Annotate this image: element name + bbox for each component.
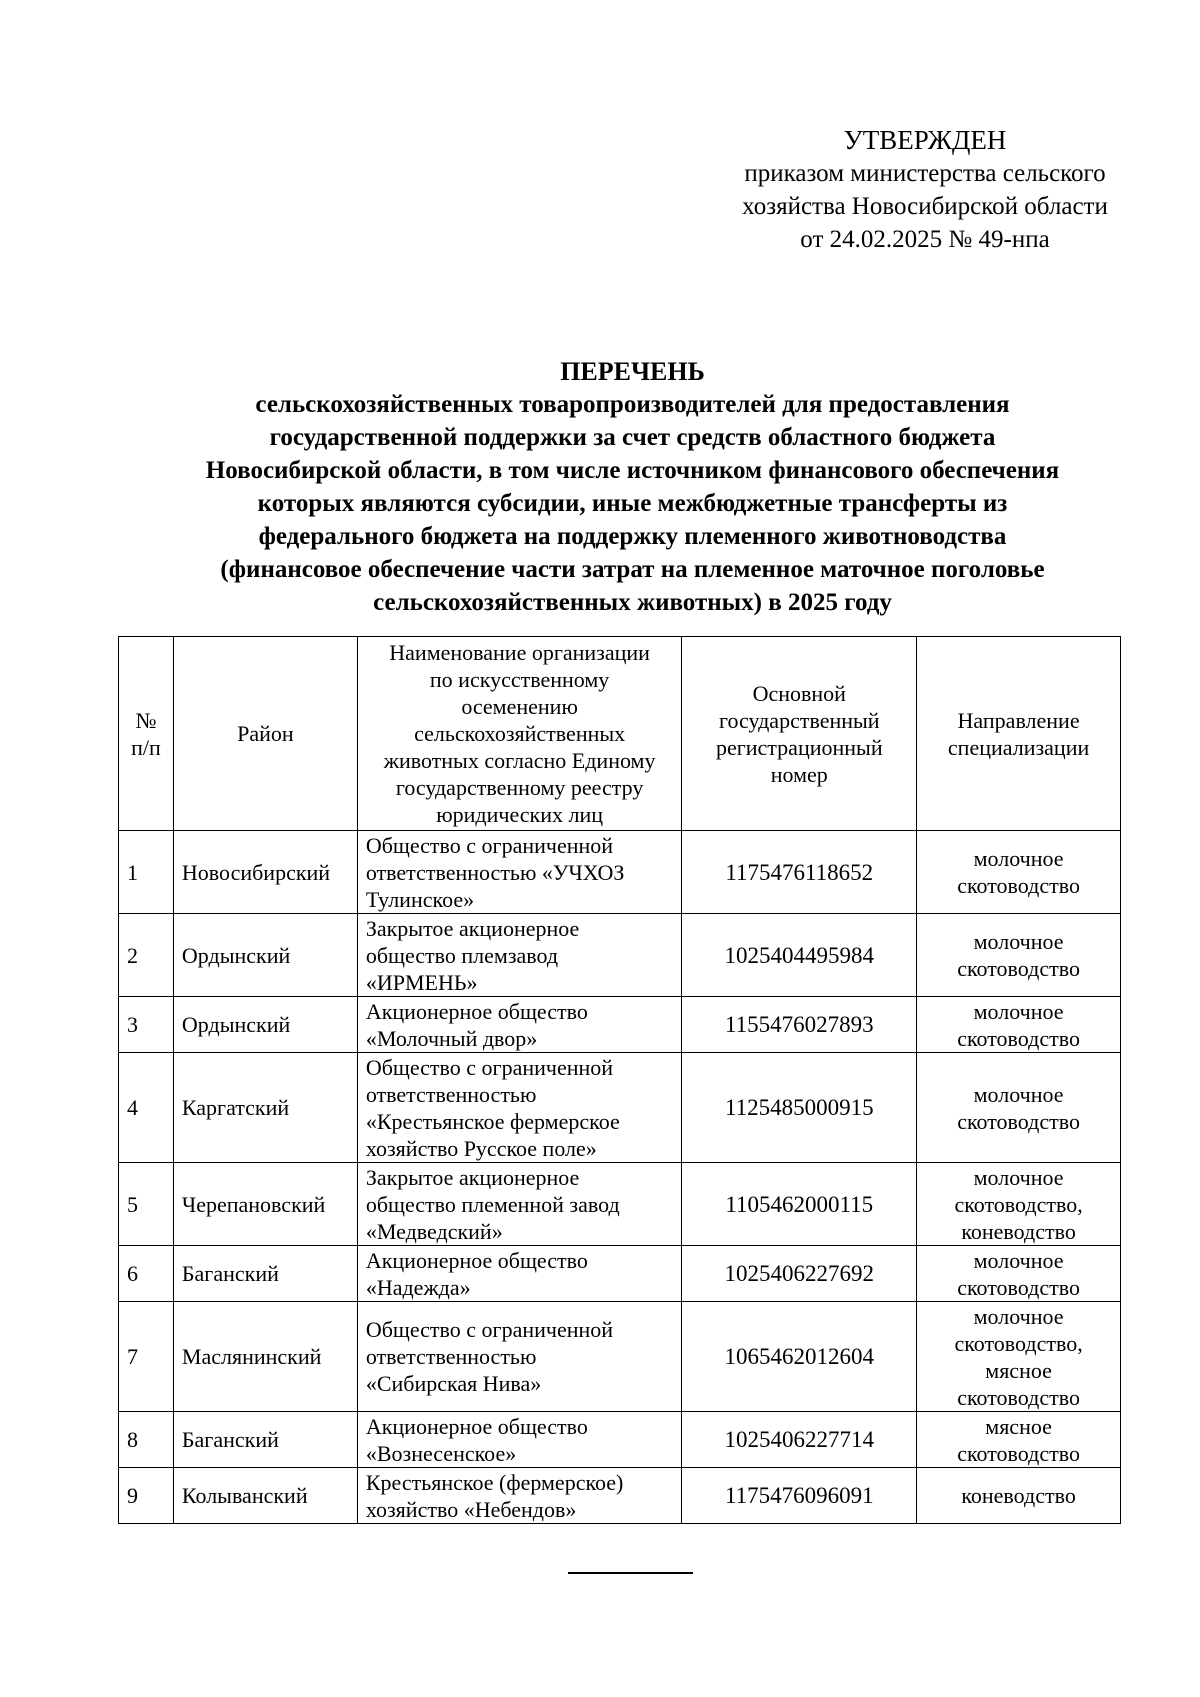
org-line: «Сибирская Нива»	[365, 1371, 542, 1396]
spec-line: скотоводство	[957, 1274, 1080, 1300]
spec-line: скотоводство,	[954, 1330, 1083, 1356]
title-line: сельскохозяйственных животных) в 2025 году	[373, 589, 892, 616]
header-district: Район	[173, 637, 357, 831]
spec-line: коневодство	[961, 1218, 1076, 1244]
spec-line: мясное	[985, 1357, 1052, 1383]
spec-line: молочное	[973, 998, 1064, 1024]
header-org-line: животных согласно Единому	[383, 748, 656, 773]
title-line: государственной поддержки за счет средств областного бюджета	[269, 424, 996, 451]
org-line: Акционерное общество	[365, 1247, 588, 1273]
header-org-line: по искусственному	[429, 667, 610, 692]
spec-line: скотоводство	[957, 873, 1080, 898]
cell-organization	[357, 1053, 682, 1163]
title-line: Новосибирской области, в том числе источником финансового обеспечения	[205, 457, 1060, 484]
table-row	[119, 1302, 1121, 1412]
org-line: Крестьянское (фермерское)	[365, 1469, 624, 1495]
table-row	[119, 831, 1121, 914]
org-line: Тулинское»	[365, 886, 475, 912]
header-organization	[357, 637, 682, 831]
table-row	[119, 1412, 1121, 1468]
spec-line: мясное	[985, 1413, 1052, 1439]
header-spec-line: специализации	[947, 734, 1090, 760]
cell-district: Ордынский	[173, 997, 357, 1053]
cell-num: 8	[119, 1412, 174, 1468]
org-line: общество племенной завод	[365, 1191, 620, 1217]
spec-line: коневодство	[961, 1483, 1076, 1508]
cell-ogrn: 1175476118652	[682, 831, 917, 914]
header-ogrn	[682, 637, 917, 831]
header-num	[119, 637, 174, 831]
header-num-line: п/п	[131, 734, 161, 760]
spec-line: молочное	[973, 846, 1064, 871]
org-line: Акционерное общество	[365, 1413, 588, 1439]
cell-specialization	[917, 1053, 1121, 1163]
approval-block	[690, 124, 1160, 256]
cell-specialization	[917, 1468, 1121, 1524]
org-line: «Медведский»	[365, 1218, 503, 1244]
org-line: общество племзавод	[365, 942, 559, 968]
cell-organization	[357, 997, 682, 1053]
cell-num: 5	[119, 1163, 174, 1246]
cell-num: 6	[119, 1246, 174, 1302]
cell-specialization	[917, 831, 1121, 914]
org-line: Закрытое акционерное	[365, 915, 580, 941]
org-line: «Молочный двор»	[365, 1025, 538, 1051]
cell-num: 7	[119, 1302, 174, 1412]
org-line: Общество с ограниченной	[365, 1317, 614, 1342]
cell-specialization	[917, 997, 1121, 1053]
cell-district: Новосибирский	[173, 831, 357, 914]
org-line: Закрытое акционерное	[365, 1164, 580, 1190]
cell-ogrn: 1025404495984	[682, 914, 917, 997]
spec-line: молочное	[973, 1247, 1064, 1273]
spec-line: скотоводство	[957, 956, 1080, 981]
org-line: ответственностью	[365, 1081, 537, 1107]
org-line: «ИРМЕНЬ»	[365, 969, 478, 995]
spec-line: молочное	[973, 1081, 1064, 1107]
cell-specialization	[917, 1246, 1121, 1302]
spec-line: молочное	[973, 1303, 1064, 1329]
cell-specialization	[917, 914, 1121, 997]
spec-line: скотоводство	[957, 1025, 1080, 1051]
title-line: которых являются субсидии, иные межбюджетные трансферты из	[257, 490, 1008, 517]
cell-district: Колыванский	[173, 1468, 357, 1524]
org-line: «Вознесенское»	[365, 1440, 517, 1466]
producers-table	[118, 636, 1121, 1524]
cell-ogrn: 1125485000915	[682, 1053, 917, 1163]
spec-line: скотоводство	[957, 1108, 1080, 1134]
cell-specialization	[917, 1302, 1121, 1412]
cell-district: Баганский	[173, 1246, 357, 1302]
cell-organization	[357, 914, 682, 997]
cell-organization	[357, 1302, 682, 1412]
cell-organization	[357, 1246, 682, 1302]
title-line: федерального бюджета на поддержку племенного животноводства	[258, 523, 1007, 550]
header-org-line: юридических лиц	[436, 802, 604, 827]
title-main: ПЕРЕЧЕНЬ	[560, 357, 705, 386]
title-line: сельскохозяйственных товаропроизводителей для предоставления	[255, 391, 1010, 418]
header-ogrn-line: регистрационный	[715, 734, 883, 760]
cell-ogrn: 1175476096091	[682, 1468, 917, 1524]
table-row	[119, 914, 1121, 997]
org-line: ответственностью	[365, 1344, 537, 1369]
cell-organization	[357, 1412, 682, 1468]
cell-specialization	[917, 1412, 1121, 1468]
header-ogrn-line: номер	[770, 761, 828, 787]
header-ogrn-line: Основной	[752, 680, 846, 706]
cell-ogrn: 1065462012604	[682, 1302, 917, 1412]
spec-line: скотоводство,	[954, 1191, 1083, 1217]
org-line: ответственностью «УЧХОЗ	[365, 859, 625, 885]
cell-num: 3	[119, 997, 174, 1053]
cell-num: 2	[119, 914, 174, 997]
approval-line: хозяйства Новосибирской области	[742, 193, 1108, 220]
table-row	[119, 1053, 1121, 1163]
cell-organization	[357, 831, 682, 914]
header-num-line: №	[135, 707, 157, 733]
approval-date-number: от 24.02.2025 № 49-нпа	[800, 226, 1050, 253]
approval-heading: УТВЕРЖДЕН	[843, 125, 1007, 155]
spec-line: молочное	[973, 1164, 1064, 1190]
spec-line: молочное	[973, 929, 1064, 954]
header-spec-line: Направление	[957, 707, 1080, 733]
approval-line: приказом министерства сельского	[744, 160, 1106, 187]
cell-district: Ордынский	[173, 914, 357, 997]
closing-divider	[568, 1572, 693, 1574]
table-header-row	[119, 637, 1121, 831]
cell-num: 4	[119, 1053, 174, 1163]
cell-organization	[357, 1163, 682, 1246]
cell-num: 1	[119, 831, 174, 914]
cell-organization	[357, 1468, 682, 1524]
cell-district: Баганский	[173, 1412, 357, 1468]
org-line: хозяйство «Небендов»	[365, 1496, 577, 1522]
header-specialization	[917, 637, 1121, 831]
spec-line: скотоводство	[957, 1440, 1080, 1466]
cell-specialization	[917, 1163, 1121, 1246]
cell-ogrn: 1025406227714	[682, 1412, 917, 1468]
cell-ogrn: 1105462000115	[682, 1163, 917, 1246]
title-line: (финансовое обеспечение части затрат на племенное маточное поголовье	[220, 556, 1045, 583]
document-title	[110, 355, 1155, 619]
cell-district: Маслянинский	[173, 1302, 357, 1412]
cell-district: Каргатский	[173, 1053, 357, 1163]
header-org-line: государственному реестру	[395, 775, 644, 800]
table-row	[119, 1468, 1121, 1524]
header-org-line: сельскохозяйственных	[414, 721, 626, 746]
cell-num: 9	[119, 1468, 174, 1524]
org-line: хозяйство Русское поле»	[365, 1135, 597, 1161]
table-row	[119, 997, 1121, 1053]
cell-ogrn: 1025406227692	[682, 1246, 917, 1302]
org-line: Акционерное общество	[365, 998, 588, 1024]
org-line: Общество с ограниченной	[365, 1054, 614, 1080]
spec-line: скотоводство	[957, 1384, 1080, 1410]
header-org-line: осеменению	[461, 694, 578, 719]
org-line: Общество с ограниченной	[365, 832, 614, 858]
table-row	[119, 1163, 1121, 1246]
cell-district: Черепановский	[173, 1163, 357, 1246]
org-line: «Надежда»	[365, 1274, 471, 1300]
org-line: «Крестьянское фермерское	[365, 1108, 620, 1134]
header-org-line: Наименование организации	[389, 640, 650, 665]
table-row	[119, 1246, 1121, 1302]
cell-ogrn: 1155476027893	[682, 997, 917, 1053]
header-ogrn-line: государственный	[719, 707, 880, 733]
